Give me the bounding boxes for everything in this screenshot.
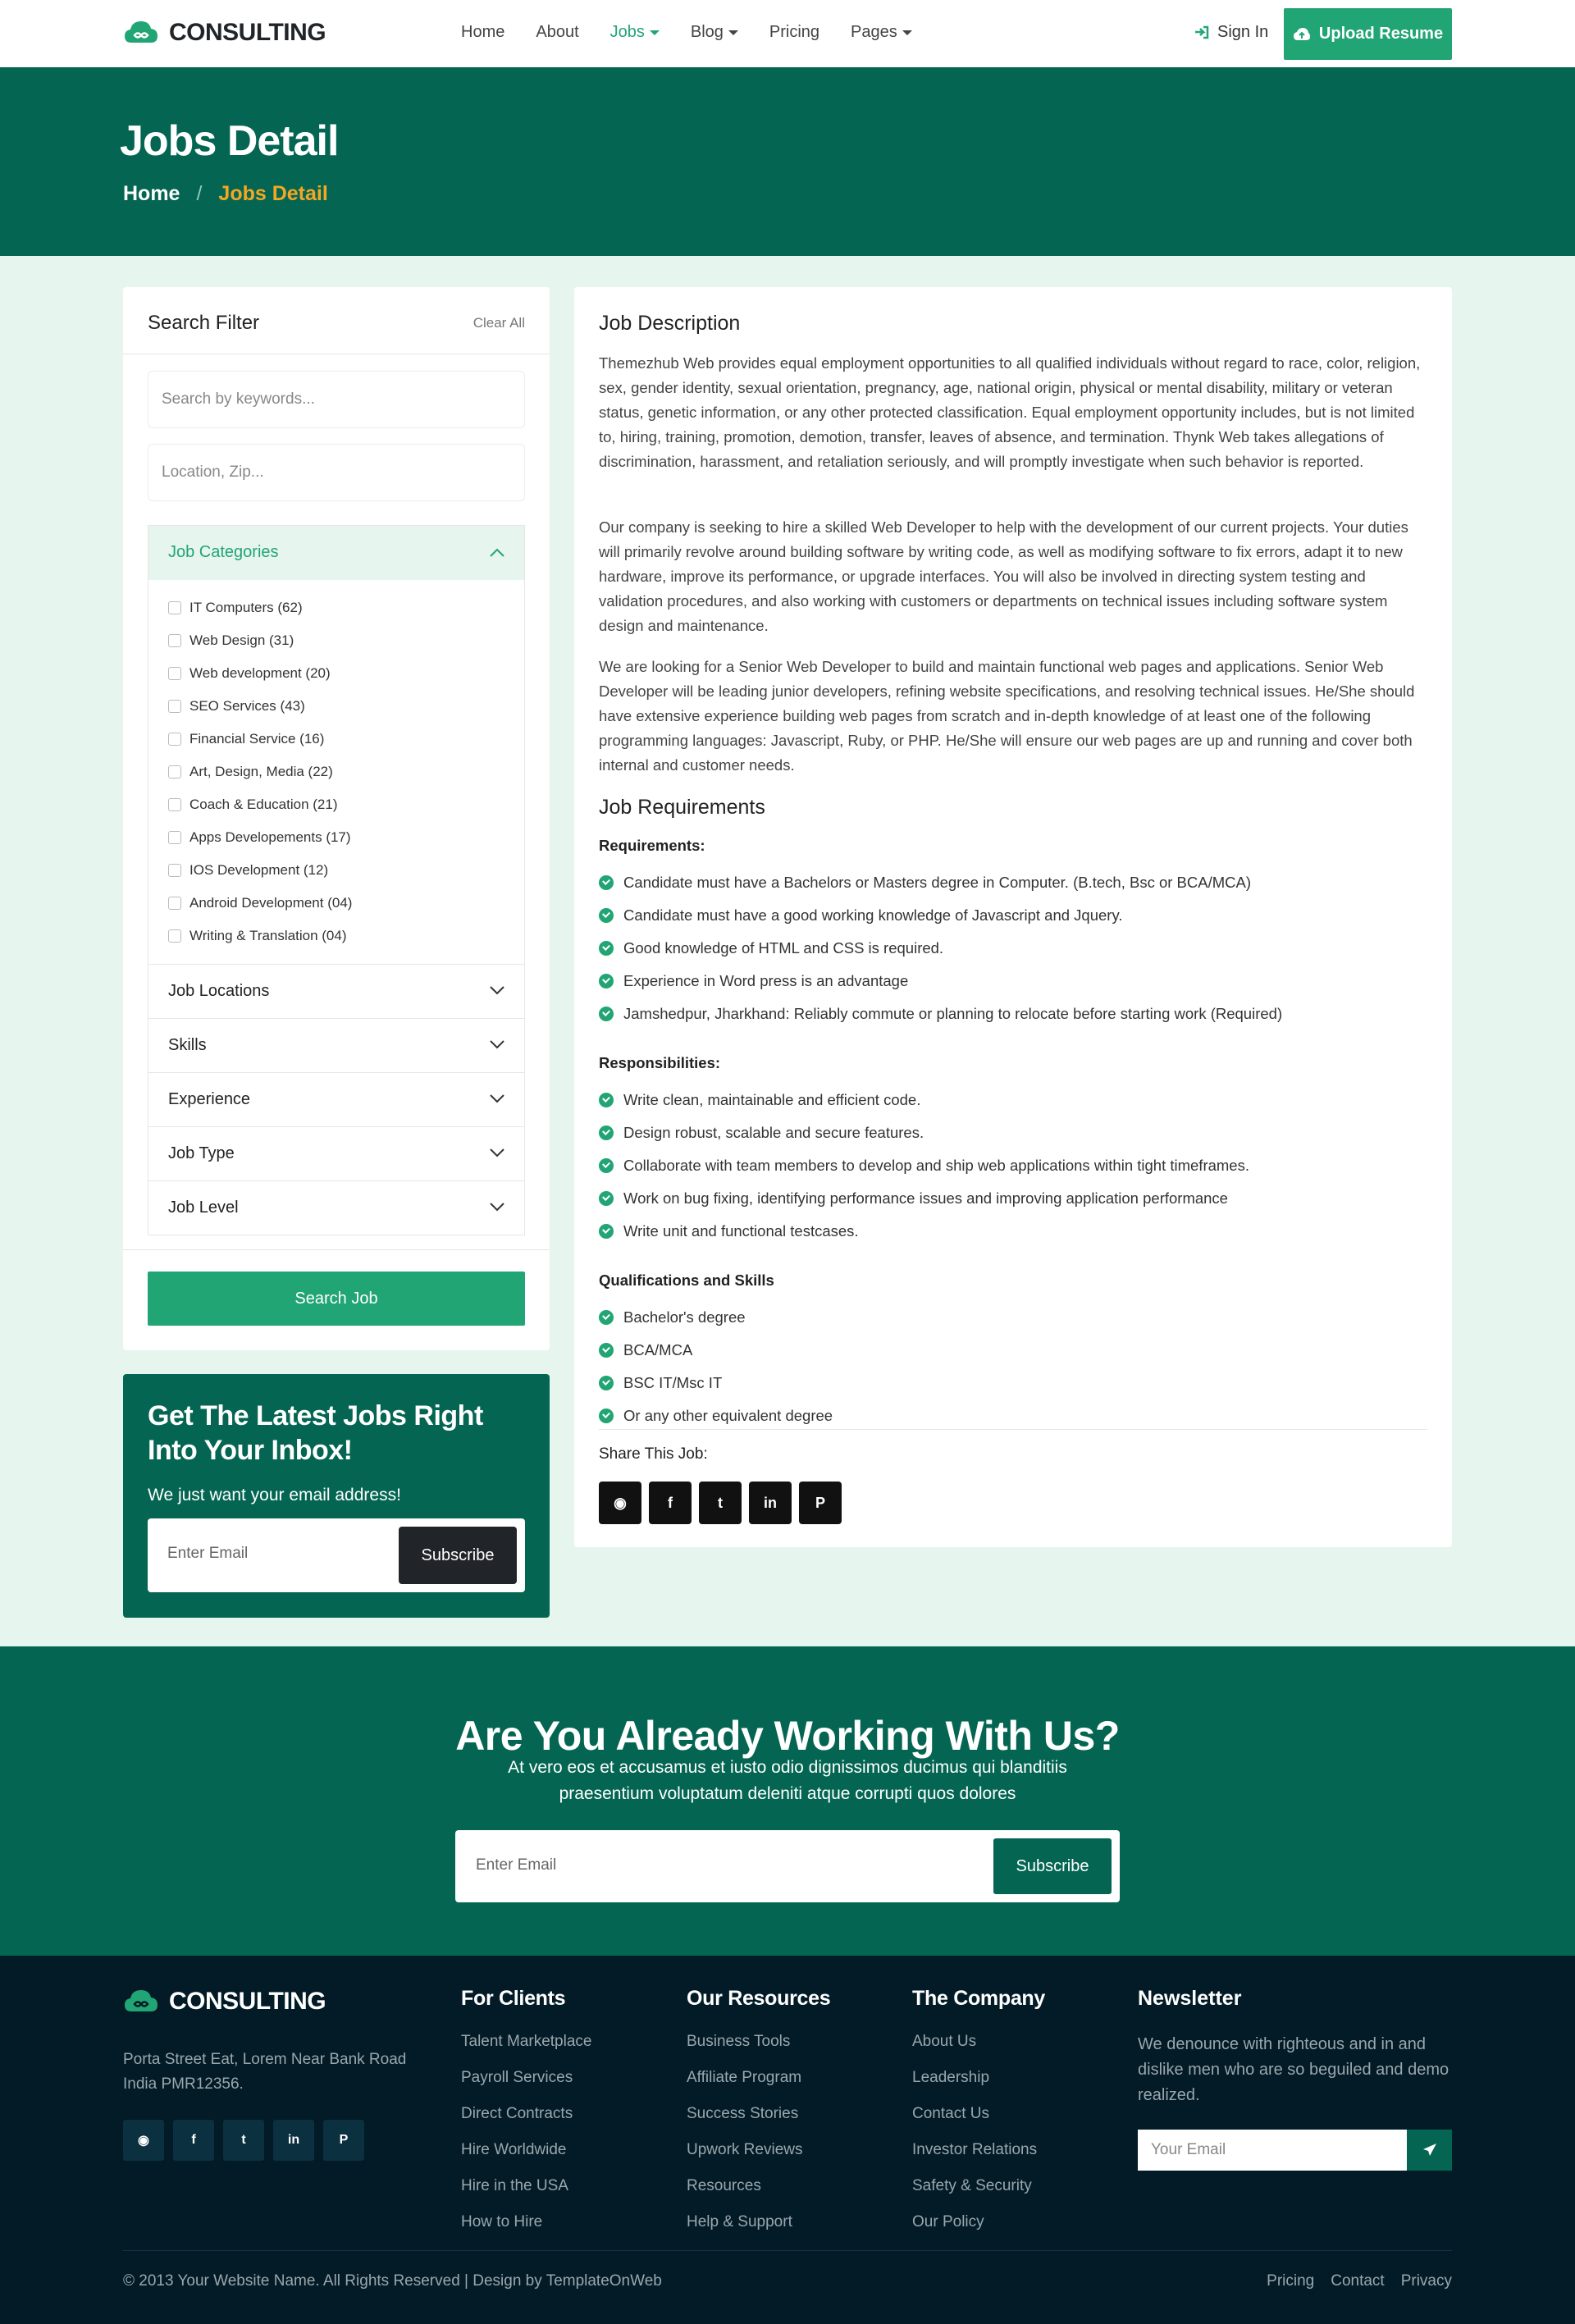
list-item (599, 1341, 692, 1359)
filter-section-title: Job Type (168, 1144, 235, 1162)
footer-bottom-links (1267, 2272, 1452, 2290)
footer-column-title: The Company (912, 1987, 1045, 2010)
newsletter-email-input[interactable]: Enter Email (167, 1545, 249, 1562)
footer-link[interactable]: Talent Marketplace (461, 2033, 592, 2050)
description-paragraph: We are looking for a Senior Web Developer to build and maintain functional web pages and applications. Senior Web Developer will be leading junior developers, refining website specifications, and resolving technical issues. He/She should have extensive experience building web pages from scratch and in-depth knowledge of at least one of the following programming languages: Javascript, Ruby, or PHP. He/She will ensure our web pages are up and running and cover both internal and customer needs. (599, 658, 1415, 774)
nav-item-label: Pricing (769, 23, 820, 41)
list-item (599, 1308, 746, 1326)
main-content (0, 256, 1575, 1646)
description-paragraph: Our company is seeking to hire a skilled Web Developer to help with the development of our current projects. Your duties will primarily revolve around building software by writing code, as well as modifying software to fix errors, adapt it to new hardware, improve its performance, or upgrade interfaces. You will also be involved in directing system testing and validation procedures, and also working with customers or departments on technical issues including software system design and maintenance. (599, 518, 1408, 634)
category-label: IOS Development (12) (189, 862, 329, 878)
checkbox-icon (168, 733, 181, 746)
search-job-button[interactable]: Search Job (148, 1272, 525, 1326)
nav-item-label: Blog (690, 23, 724, 41)
chevron-down-icon (490, 1145, 504, 1160)
list-item (599, 939, 943, 957)
list-item-text: Design robust, scalable and secure features. (623, 1124, 924, 1141)
filter-section-job-locations[interactable] (148, 964, 524, 1018)
footer-column-title: Our Resources (687, 1987, 831, 2010)
list-item-text: Good knowledge of HTML and CSS is required. (623, 939, 944, 957)
copyright (123, 2272, 662, 2290)
nav-item-blog[interactable] (691, 23, 738, 42)
category-checkbox[interactable] (168, 657, 504, 690)
footer-column (687, 1987, 830, 2240)
working-with-us-section (0, 1646, 1575, 1956)
check-circle-icon (599, 1093, 614, 1107)
job-categories-header[interactable] (148, 526, 524, 580)
breadcrumb-home[interactable]: Home (123, 182, 180, 205)
footer-address: Porta Street Eat, Lorem Near Bank Road India PMR12356. (123, 2051, 407, 2093)
newsletter-box (123, 1374, 550, 1618)
facebook-icon[interactable]: f (649, 1482, 692, 1524)
filter-section-title: Job Level (168, 1199, 239, 1217)
copyright-text: © 2013 Your Website Name. All Rights Reserved | Design by (123, 2272, 542, 2290)
footer-link[interactable]: Success Stories (687, 2105, 799, 2122)
list-item (599, 1222, 859, 1240)
breadcrumb-current: Jobs Detail (218, 182, 328, 205)
check-circle-icon (599, 1409, 614, 1423)
footer-link[interactable]: Resources (687, 2177, 761, 2194)
filter-accordion (148, 525, 525, 1235)
footer-link[interactable]: Investor Relations (912, 2141, 1038, 2158)
qualifications-label: Qualifications and Skills (599, 1272, 774, 1289)
job-requirements-title: Job Requirements (599, 796, 765, 819)
cta-subscribe-button[interactable]: Subscribe (993, 1838, 1112, 1894)
chevron-up-icon (490, 546, 504, 560)
list-item-text: Bachelor's degree (623, 1308, 746, 1326)
checkbox-icon (168, 897, 181, 910)
cta-title: Are You Already Working With Us? (455, 1713, 1120, 1759)
logo-text: CONSULTING (169, 19, 326, 46)
category-label: Financial Service (16) (189, 731, 325, 747)
checkbox-icon (168, 634, 181, 647)
list-item (599, 972, 908, 990)
list-item-text: Jamshedpur, Jharkhand: Reliably commute or planning to relocate before starting work (Required) (623, 1005, 1283, 1022)
category-checkbox[interactable] (168, 690, 504, 723)
category-checkbox[interactable] (168, 591, 504, 624)
search-filter-panel (123, 287, 550, 1350)
footer-link[interactable]: Upwork Reviews (687, 2141, 803, 2158)
checkbox-icon (168, 929, 181, 943)
chevron-down-icon (490, 1091, 504, 1106)
check-circle-icon (599, 908, 614, 923)
newsletter-box-title: Get The Latest Jobs Right Into Your Inbox! (148, 1400, 483, 1466)
chevron-down-icon (490, 1037, 504, 1052)
responsibilities-label: Responsibilities: (599, 1054, 721, 1071)
main-menu (461, 23, 943, 42)
sign-in-icon (1194, 25, 1209, 40)
upload-resume-button[interactable] (1284, 8, 1452, 60)
category-label: SEO Services (43) (189, 698, 305, 714)
list-item-text: BSC IT/Msc IT (623, 1374, 723, 1391)
breadcrumb-separator: / (196, 182, 203, 205)
footer-link[interactable]: About Us (912, 2033, 977, 2050)
check-circle-icon (599, 1343, 614, 1358)
site-logo[interactable] (123, 18, 326, 48)
check-circle-icon (599, 1007, 614, 1021)
nav-item-pricing[interactable] (769, 23, 819, 42)
detail-divider (599, 1429, 1427, 1430)
nav-item-label: Jobs (609, 23, 645, 41)
list-item (599, 1157, 1249, 1175)
nav-item-about[interactable] (536, 23, 578, 42)
facebook-icon[interactable]: f (173, 2120, 214, 2161)
list-item (599, 1091, 920, 1109)
check-circle-icon (599, 1224, 614, 1239)
checkbox-icon (168, 831, 181, 844)
check-circle-icon (599, 875, 614, 890)
footer-link[interactable]: Safety & Security (912, 2177, 1032, 2194)
list-item-text: Candidate must have a good working knowledge of Javascript and Jquery. (623, 906, 1123, 924)
footer-divider (123, 2250, 1452, 2251)
cloud-infinity-logo-icon (123, 18, 159, 48)
nav-item-label: Home (461, 23, 505, 41)
cloud-infinity-logo-icon (123, 1987, 159, 2016)
footer-link[interactable]: Leadership (912, 2069, 990, 2086)
caret-down-icon (728, 30, 738, 35)
sign-in-link[interactable] (1194, 23, 1268, 42)
check-circle-icon (599, 1125, 614, 1140)
list-item-text: Collaborate with team members to develop and ship web applications within tight timeframes. (623, 1157, 1249, 1174)
newsletter-subscribe-button[interactable]: Subscribe (399, 1527, 517, 1584)
footer-link[interactable]: Payroll Services (461, 2069, 573, 2086)
designer-link[interactable]: TemplateOnWeb (546, 2272, 662, 2290)
top-navbar (0, 0, 1575, 67)
list-item-text: Write clean, maintainable and efficient code. (623, 1091, 921, 1108)
checkbox-icon (168, 700, 181, 713)
list-item (599, 1189, 1228, 1208)
filter-section-job-type[interactable] (148, 1126, 524, 1180)
cta-email-input[interactable]: Enter Email (476, 1856, 557, 1874)
pinterest-icon[interactable]: P (323, 2120, 364, 2161)
category-checkbox[interactable] (168, 887, 504, 920)
rss-icon[interactable]: ◉ (123, 2120, 164, 2161)
nav-item-pages[interactable] (851, 23, 912, 42)
category-checkbox[interactable] (168, 723, 504, 756)
check-circle-icon (599, 1310, 614, 1325)
category-label: Web Design (31) (189, 632, 294, 648)
footer-link[interactable]: Help & Support (687, 2213, 792, 2230)
pinterest-icon[interactable]: P (799, 1482, 842, 1524)
paper-plane-icon (1422, 2143, 1437, 2157)
category-checkbox[interactable] (168, 821, 504, 854)
site-footer (0, 1956, 1575, 2324)
list-item-text: Or any other equivalent degree (623, 1407, 833, 1424)
upload-resume-label: Upload Resume (1318, 25, 1444, 43)
list-item (599, 906, 1122, 925)
footer-bottom-link[interactable]: Contact (1331, 2272, 1385, 2290)
list-item (599, 1374, 722, 1392)
footer-newsletter (1138, 1987, 1452, 2158)
footer-column (912, 1987, 1045, 2240)
check-circle-icon (599, 1191, 614, 1206)
twitter-icon[interactable]: t (223, 2120, 264, 2161)
caret-down-icon (902, 30, 912, 35)
list-item (599, 1124, 924, 1142)
list-item-text: Work on bug fixing, identifying performance issues and improving application performance (623, 1189, 1228, 1207)
cloud-upload-icon (1293, 27, 1311, 42)
footer-newsletter-text: We denounce with righteous and in and dislike men who are so beguiled and demo realized. (1138, 2035, 1449, 2104)
filter-section-skills[interactable] (148, 1018, 524, 1072)
chevron-down-icon (490, 983, 504, 998)
list-item-text: BCA/MCA (623, 1341, 693, 1358)
newsletter-box-text: We just want your email address! (148, 1486, 401, 1504)
category-checkbox[interactable] (168, 624, 504, 657)
category-label: IT Computers (62) (189, 600, 303, 615)
filter-sections (148, 964, 524, 1235)
page-title: Jobs Detail (120, 117, 339, 165)
check-circle-icon (599, 1158, 614, 1173)
category-checkbox[interactable] (168, 756, 504, 788)
list-item-text: Write unit and functional testcases. (623, 1222, 859, 1240)
cta-text: At vero eos et accusamus et iusto odio dignissimos ducimus qui blanditiis praesentium voluptatum deleniti atque corrupti quos dolores (508, 1758, 1067, 1803)
footer-column-title: For Clients (461, 1987, 566, 2010)
footer-send-button[interactable] (1407, 2130, 1452, 2171)
list-item (599, 1407, 833, 1425)
category-checkbox[interactable] (168, 854, 504, 887)
checkbox-icon (168, 601, 181, 614)
category-label: Android Development (04) (189, 895, 353, 911)
location-input[interactable]: Location, Zip... (148, 444, 525, 501)
page-hero (0, 67, 1575, 256)
footer-link[interactable]: Affiliate Program (687, 2069, 802, 2086)
nav-item-label: About (536, 23, 579, 41)
description-paragraph: Themezhub Web provides equal employment opportunities to all qualified individuals without regard to race, color, religion, sex, gender identity, sexual orientation, pregnancy, age, national origin, physical or mental disability, military or veteran status, genetic information, or any other protected classification. Equal employment opportunity includes, but is not limited to, hiring, training, promotion, demotion, transfer, leaves of absence, and termination. Thynk Web takes allegations of discrimination, harassment, and retaliation seriously, and will promptly investigate when such behavior is reported. (599, 354, 1421, 470)
filter-section-title: Job Locations (168, 982, 270, 1000)
footer-column (461, 1987, 591, 2240)
category-label: Web development (20) (189, 665, 331, 681)
requirements-label: Requirements: (599, 837, 705, 854)
sign-in-label: Sign In (1217, 23, 1269, 41)
filter-section-job-level[interactable] (148, 1180, 524, 1235)
job-categories-list (148, 580, 524, 964)
footer-link[interactable]: Our Policy (912, 2213, 984, 2230)
footer-link[interactable]: Direct Contracts (461, 2105, 573, 2122)
filter-section-title: Skills (168, 1036, 207, 1054)
nav-item-label: Pages (851, 23, 897, 41)
check-circle-icon (599, 974, 614, 988)
check-circle-icon (599, 941, 614, 956)
category-checkbox[interactable] (168, 920, 504, 952)
rss-icon[interactable]: ◉ (599, 1482, 641, 1524)
list-item-text: Experience in Word press is an advantage (623, 972, 909, 989)
category-label: Art, Design, Media (22) (189, 764, 333, 779)
category-label: Writing & Translation (04) (189, 928, 347, 943)
linkedin-icon[interactable]: in (749, 1482, 792, 1524)
list-item (599, 874, 1251, 892)
footer-logo[interactable] (123, 1987, 326, 2016)
chevron-down-icon (490, 1199, 504, 1214)
twitter-icon[interactable]: t (699, 1482, 742, 1524)
nav-item-home[interactable] (461, 23, 504, 42)
footer-logo-text: CONSULTING (169, 1988, 326, 2015)
check-circle-icon (599, 1376, 614, 1390)
newsletter-box-form (148, 1518, 525, 1592)
filter-section-experience[interactable] (148, 1072, 524, 1126)
cta-form (455, 1830, 1120, 1902)
caret-down-icon (650, 30, 660, 35)
clear-all-link[interactable]: Clear All (472, 315, 525, 331)
filter-section-title: Experience (168, 1090, 251, 1108)
checkbox-icon (168, 765, 181, 778)
footer-link[interactable]: Hire Worldwide (461, 2141, 567, 2158)
footer-link[interactable]: Business Tools (687, 2033, 791, 2050)
filter-title: Search Filter (148, 312, 260, 334)
job-description-title: Job Description (599, 312, 741, 335)
list-item (599, 1005, 1282, 1023)
category-label: Coach & Education (21) (189, 797, 338, 812)
footer-link[interactable]: How to Hire (461, 2213, 543, 2230)
footer-link[interactable]: Hire in the USA (461, 2177, 568, 2194)
footer-email-input[interactable]: Your Email (1138, 2130, 1407, 2171)
checkbox-icon (168, 864, 181, 877)
keyword-search-input[interactable]: Search by keywords... (148, 371, 525, 428)
share-label: Share This Job: (599, 1445, 708, 1463)
footer-newsletter-title: Newsletter (1138, 1987, 1242, 2010)
filter-header (123, 287, 550, 354)
checkbox-icon (168, 798, 181, 811)
linkedin-icon[interactable]: in (273, 2120, 314, 2161)
filter-divider (123, 1249, 550, 1250)
job-categories-title: Job Categories (168, 543, 279, 561)
checkbox-icon (168, 667, 181, 680)
footer-link[interactable]: Contact Us (912, 2105, 989, 2122)
category-label: Apps Developements (17) (189, 829, 351, 845)
category-checkbox[interactable] (168, 788, 504, 821)
breadcrumb (123, 182, 328, 206)
footer-bottom-link[interactable]: Pricing (1267, 2272, 1315, 2290)
footer-bottom-link[interactable]: Privacy (1400, 2272, 1452, 2290)
list-item-text: Candidate must have a Bachelors or Masters degree in Computer. (B.tech, Bsc or BCA/MCA) (623, 874, 1251, 891)
nav-item-jobs[interactable] (610, 23, 660, 42)
job-detail-panel (574, 287, 1452, 1547)
